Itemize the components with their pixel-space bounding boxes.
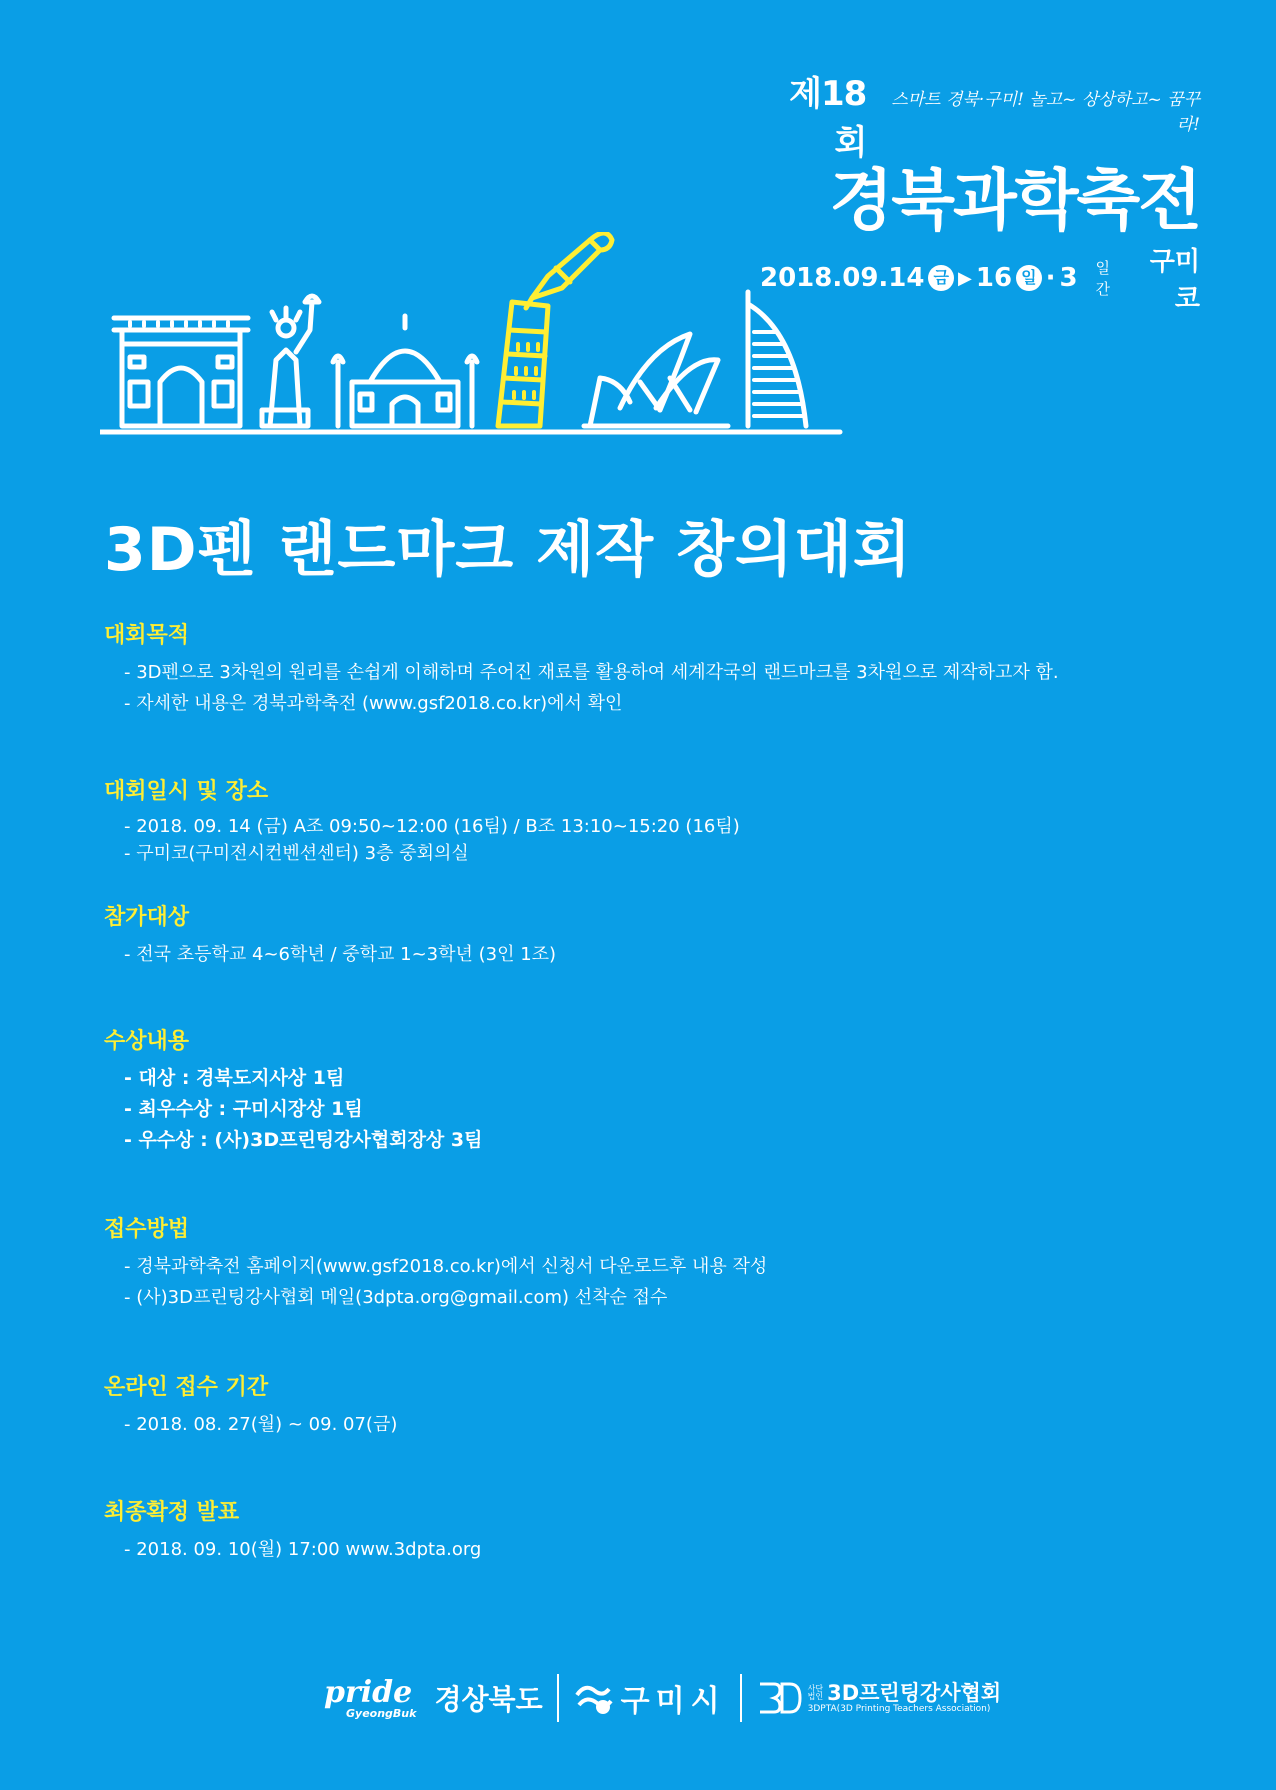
section-line: - 구미코(구미전시컨벤션센터) 3층 중회의실: [124, 843, 469, 864]
section-line: - 대상 : 경북도지사상 1팀: [124, 1067, 345, 1089]
edition-number: 제18회: [789, 74, 867, 163]
pride-script-text: pride: [324, 1674, 413, 1710]
burj-al-arab-icon: [748, 292, 806, 426]
leaning-tower-icon: [498, 302, 548, 426]
contest-title: 3D펜 랜드마크 제작 창의대회: [104, 515, 912, 585]
section-heading: 접수방법: [104, 1217, 190, 1242]
assoc-tag-line: 사단: [807, 1684, 824, 1694]
section-line: - 경북과학축전 홈페이지(www.gsf2018.co.kr)에서 신청서 다운로드후 내용 작성: [124, 1256, 768, 1277]
duration-unit: 일간: [1095, 259, 1111, 299]
section-line: - 최우수상 : 구미시장상 1팀: [124, 1098, 363, 1120]
section-awards: [104, 1024, 482, 1156]
section-heading: 대회일시 및 장소: [104, 779, 269, 804]
section-heading: 대회목적: [104, 623, 190, 648]
gumi-emblem-icon: [573, 1681, 613, 1715]
section-final-announcement: [104, 1495, 481, 1565]
assoc-name: 3D프린팅강사협회: [827, 1680, 1002, 1705]
pride-gyeongbuk-logo: [324, 1674, 417, 1720]
section-line: - 우수상 : (사)3D프린팅강사협회장상 3팀: [124, 1129, 483, 1151]
gumi-city-logo: [573, 1676, 726, 1720]
section-schedule-venue: [104, 774, 740, 867]
section-application-method: [104, 1212, 767, 1313]
section-line: - 3D펜으로 3차원의 원리를 손쉽게 이해하며 주어진 재료를 활용하여 세계각국의 랜드마크를 3차원으로 제작하고자 함.: [124, 662, 1059, 683]
arc-de-triomphe-icon: [114, 318, 248, 426]
province-name: 경상북도: [434, 1683, 543, 1716]
section-heading: 참가대상: [104, 905, 190, 930]
section-purpose: [104, 618, 1059, 719]
section-heading: 최종확정 발표: [104, 1500, 240, 1525]
day-start-badge: 금: [928, 265, 954, 291]
statue-of-liberty-icon: [262, 296, 319, 426]
assoc-main-row: [808, 1682, 1002, 1705]
section-eligibility: [104, 900, 556, 970]
landmark-skyline-illustration: [100, 232, 980, 502]
section-line: - 자세한 내용은 경북과학축전 (www.gsf2018.co.kr)에서 확인: [124, 693, 623, 714]
section-line: - 2018. 08. 27(월) ~ 09. 07(금): [124, 1414, 398, 1435]
sponsor-logos: [324, 1670, 1001, 1726]
assoc-legal-tag: [808, 1685, 823, 1701]
duration-number: 3: [1059, 263, 1078, 294]
logo-divider: [557, 1674, 559, 1722]
assoc-text-block: [808, 1682, 1002, 1715]
pride-subtext: GyeongBuk: [346, 1706, 417, 1720]
arrow-right-icon: ▶: [958, 267, 972, 289]
date-end: 16: [975, 263, 1013, 294]
logo-divider: [740, 1674, 742, 1722]
section-heading: 온라인 접수 기간: [104, 1375, 269, 1400]
section-line: - 2018. 09. 14 (금) A조 09:50~12:00 (16팀) / B조 13:10~15:20 (16팀): [124, 816, 740, 837]
assoc-english-name: 3DPTA(3D Printing Teachers Association): [807, 1703, 991, 1714]
taj-mahal-icon: [333, 316, 477, 426]
festival-title: 경북과학축전: [829, 162, 1200, 239]
section-online-period: [104, 1370, 397, 1440]
section-line: - (사)3D프린팅강사협회 메일(3dpta.org@gmail.com) 선착순 접수: [124, 1287, 668, 1308]
date-start: 2018.09.14: [760, 263, 925, 294]
edition-row: [760, 66, 1200, 164]
venue: 구미코: [1149, 247, 1200, 315]
section-heading: 수상내용: [104, 1029, 190, 1054]
city-name: 구미시: [620, 1684, 726, 1719]
3d-cube-icon: [756, 1678, 802, 1718]
section-line: - 2018. 09. 10(월) 17:00 www.3dpta.org: [124, 1539, 482, 1560]
section-line: - 전국 초등학교 4~6학년 / 중학교 1~3학년 (3인 1조): [124, 944, 557, 965]
festival-slogan: 스마트 경북·구미! 놀고~ 상상하고~ 꿈꾸라!: [891, 90, 1200, 135]
day-end-badge: 일: [1016, 265, 1042, 291]
sydney-opera-house-icon: [584, 334, 728, 426]
3d-pen-icon: [526, 233, 612, 308]
3dpta-logo: [756, 1678, 1002, 1718]
dot-separator: ·: [1045, 263, 1056, 294]
assoc-tag-line: 법인: [807, 1692, 824, 1702]
